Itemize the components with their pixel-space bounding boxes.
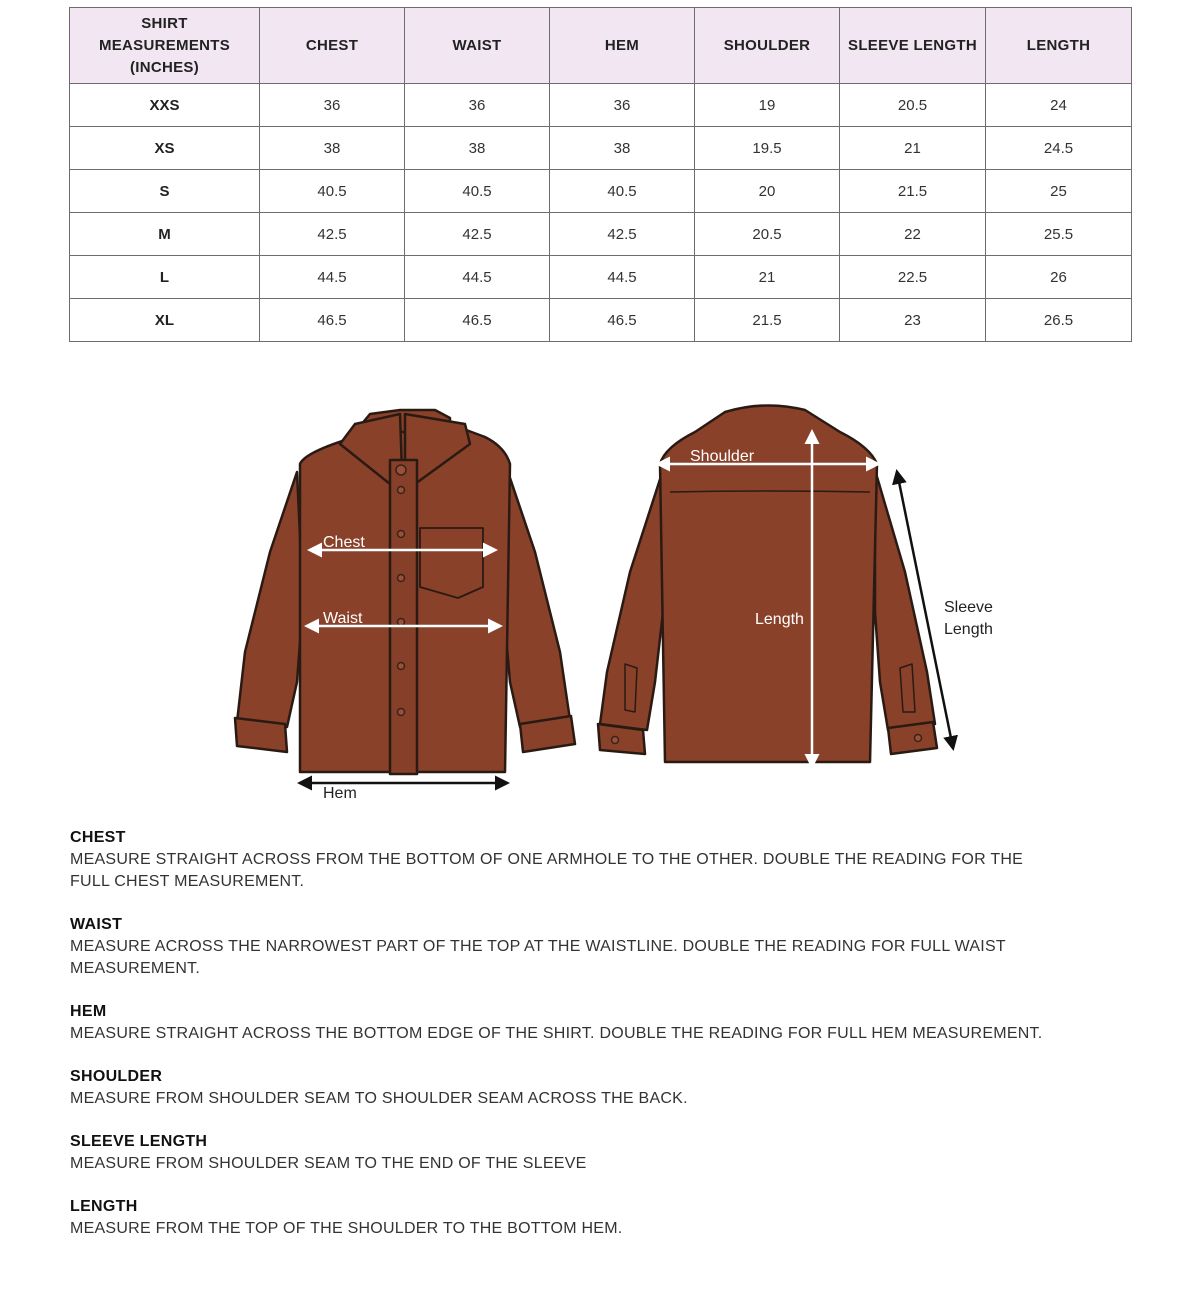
table-cell: 36 <box>405 84 550 127</box>
table-cell: 23 <box>840 299 986 342</box>
header-shirt-measurements: SHIRT MEASUREMENTS (INCHES) <box>70 8 260 84</box>
table-cell: 40.5 <box>550 170 695 213</box>
size-cell: S <box>70 170 260 213</box>
shirt-front-icon <box>235 410 575 774</box>
table-cell: 44.5 <box>260 256 405 299</box>
table-cell: 19 <box>695 84 840 127</box>
table-cell: 46.5 <box>550 299 695 342</box>
table-cell: 20.5 <box>695 213 840 256</box>
table-cell: 21.5 <box>695 299 840 342</box>
description-text: MEASURE FROM SHOULDER SEAM TO THE END OF THE SLEEVE <box>70 1155 587 1172</box>
table-cell: 38 <box>550 127 695 170</box>
header-hem: HEM <box>550 8 695 84</box>
description-text: MEASURE STRAIGHT ACROSS FROM THE BOTTOM OF ONE ARMHOLE TO THE OTHER. DOUBLE THE READING FOR THE FULL CHEST MEASUREMENT. <box>70 851 1024 890</box>
hem-label: Hem <box>323 785 357 802</box>
description-title: HEM <box>70 1003 107 1020</box>
table-cell: 26.5 <box>986 299 1132 342</box>
shirt-back-icon <box>598 405 937 762</box>
table-cell: 38 <box>405 127 550 170</box>
shirt-measurement-diagram <box>215 352 993 822</box>
table-cell: 40.5 <box>260 170 405 213</box>
description-shoulder <box>70 1066 1130 1110</box>
size-cell: M <box>70 213 260 256</box>
sleeve-label-line1: Sleeve <box>944 599 993 616</box>
table-cell: 36 <box>260 84 405 127</box>
table-cell: 46.5 <box>405 299 550 342</box>
table-cell: 42.5 <box>550 213 695 256</box>
table-row <box>70 213 1132 256</box>
size-cell: XXS <box>70 84 260 127</box>
table-cell: 19.5 <box>695 127 840 170</box>
header-length: LENGTH <box>986 8 1132 84</box>
table-cell: 44.5 <box>550 256 695 299</box>
table-row <box>70 170 1132 213</box>
table-cell: 21 <box>840 127 986 170</box>
table-header-row <box>70 8 1132 84</box>
table-row <box>70 256 1132 299</box>
table-cell: 24.5 <box>986 127 1132 170</box>
shoulder-label: Shoulder <box>690 448 755 465</box>
size-cell: L <box>70 256 260 299</box>
table-row <box>70 127 1132 170</box>
table-row <box>70 299 1132 342</box>
length-label: Length <box>755 611 804 628</box>
description-hem <box>70 1001 1130 1045</box>
header-shoulder: SHOULDER <box>695 8 840 84</box>
description-title: SLEEVE LENGTH <box>70 1133 208 1150</box>
table-cell: 20.5 <box>840 84 986 127</box>
table-cell: 40.5 <box>405 170 550 213</box>
size-chart-table <box>69 7 1132 342</box>
table-cell: 44.5 <box>405 256 550 299</box>
table-cell: 22.5 <box>840 256 986 299</box>
table-cell: 38 <box>260 127 405 170</box>
table-cell: 20 <box>695 170 840 213</box>
header-waist: WAIST <box>405 8 550 84</box>
description-title: WAIST <box>70 916 123 933</box>
table-cell: 42.5 <box>405 213 550 256</box>
waist-label: Waist <box>323 610 363 627</box>
table-cell: 26 <box>986 256 1132 299</box>
table-cell: 21 <box>695 256 840 299</box>
table-cell: 25 <box>986 170 1132 213</box>
header-chest: CHEST <box>260 8 405 84</box>
table-cell: 22 <box>840 213 986 256</box>
description-text: MEASURE ACROSS THE NARROWEST PART OF THE TOP AT THE WAISTLINE. DOUBLE THE READING FOR FULL WAIST MEASUREMENT. <box>70 938 1006 977</box>
sleeve-label-line2: Length <box>944 621 993 638</box>
description-text: MEASURE FROM THE TOP OF THE SHOULDER TO THE BOTTOM HEM. <box>70 1220 623 1237</box>
table-cell: 36 <box>550 84 695 127</box>
description-title: LENGTH <box>70 1198 138 1215</box>
description-text: MEASURE FROM SHOULDER SEAM TO SHOULDER SEAM ACROSS THE BACK. <box>70 1090 688 1107</box>
size-cell: XL <box>70 299 260 342</box>
chest-label: Chest <box>323 534 365 551</box>
description-chest <box>70 827 1130 893</box>
description-length <box>70 1196 1130 1240</box>
size-cell: XS <box>70 127 260 170</box>
table-cell: 25.5 <box>986 213 1132 256</box>
description-title: CHEST <box>70 829 126 846</box>
header-sleeve-length: SLEEVE LENGTH <box>840 8 986 84</box>
table-cell: 21.5 <box>840 170 986 213</box>
table-cell: 24 <box>986 84 1132 127</box>
table-cell: 42.5 <box>260 213 405 256</box>
description-sleeve-length <box>70 1131 1130 1175</box>
description-title: SHOULDER <box>70 1068 163 1085</box>
description-text: MEASURE STRAIGHT ACROSS THE BOTTOM EDGE OF THE SHIRT. DOUBLE THE READING FOR FULL HEM MEASUREMENT. <box>70 1025 1043 1042</box>
table-row <box>70 84 1132 127</box>
table-cell: 46.5 <box>260 299 405 342</box>
description-waist <box>70 914 1130 980</box>
